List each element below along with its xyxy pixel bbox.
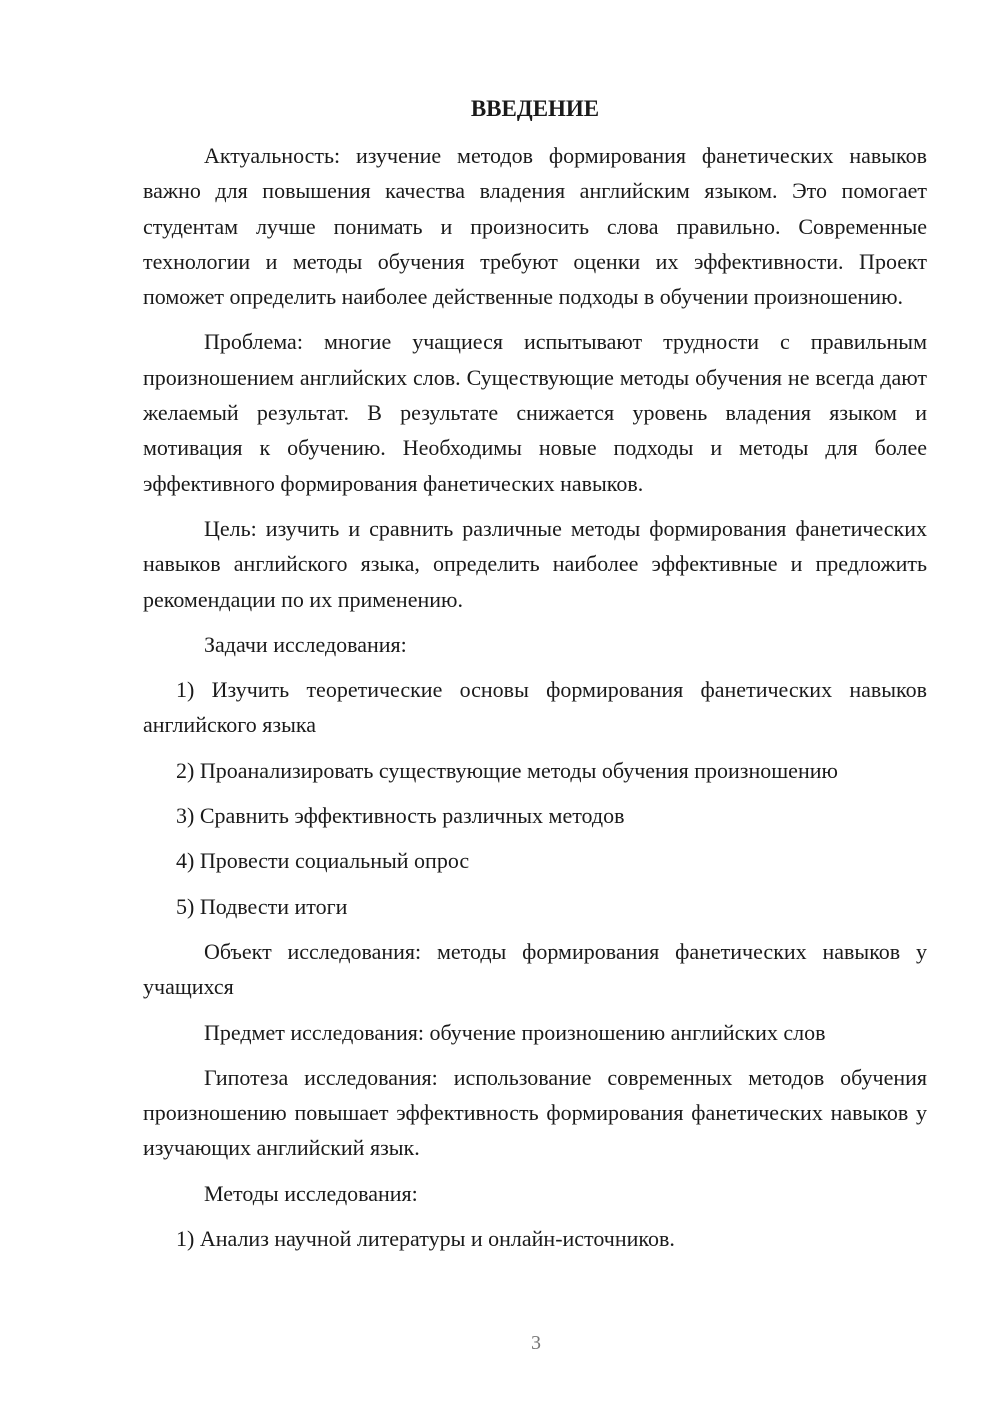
paragraph-object: Объект исследования: методы формирования фанетических навыков у учащихся	[143, 938, 927, 1000]
paragraph-relevance: Актуальность: изучение методов формирования фанетических навыков важно для повышения качества владения английским языком. Это помогает студентам лучше понимать и произносить слова правильно. Современные технологии и методы обучения требуют оценки их эффективности. Проект поможет определить наиболее действенные подходы в обучении произношению.	[143, 143, 927, 310]
task-item-5: 5) Подвести итоги	[176, 893, 348, 919]
method-item-1: 1) Анализ научной литературы и онлайн-источников.	[176, 1226, 675, 1252]
task-item-3: 3) Сравнить эффективность различных методов	[176, 803, 625, 829]
paragraph-hypothesis: Гипотеза исследования: использование современных методов обучения произношению повышает эффективность формирования фанетических навыков у изучающих английский язык.	[143, 1064, 927, 1161]
paragraph-goal: Цель: изучить и сравнить различные методы формирования фанетических навыков английского языка, определить наиболее эффективные и предложить рекомендации по их применению.	[143, 515, 927, 612]
task-item-4: 4) Провести социальный опрос	[176, 848, 470, 874]
section-title: ВВЕДЕНИЕ	[470, 96, 600, 121]
paragraph-tasks-heading: Задачи исследования:	[204, 631, 407, 657]
paragraph-subject: Предмет исследования: обучение произношению английских слов	[204, 1019, 826, 1045]
page-number: 3	[531, 1332, 541, 1354]
document-page	[143, 92, 927, 1266]
paragraph-problem: Проблема: многие учащиеся испытывают трудности с правильным произношением английских слов. Существующие методы обучения не всегда дают желаемый результат. В результате снижается уровень владения языком и мотивация к обучению. Необходимы новые подходы и методы для более эффективного формирования фанетических навыков.	[143, 329, 927, 496]
paragraph-methods-heading: Методы исследования:	[204, 1180, 418, 1206]
task-item-1: 1) Изучить теоретические основы формирования фанетических навыков английского языка	[143, 677, 927, 738]
task-item-2: 2) Проанализировать существующие методы обучения произношению	[176, 757, 838, 783]
